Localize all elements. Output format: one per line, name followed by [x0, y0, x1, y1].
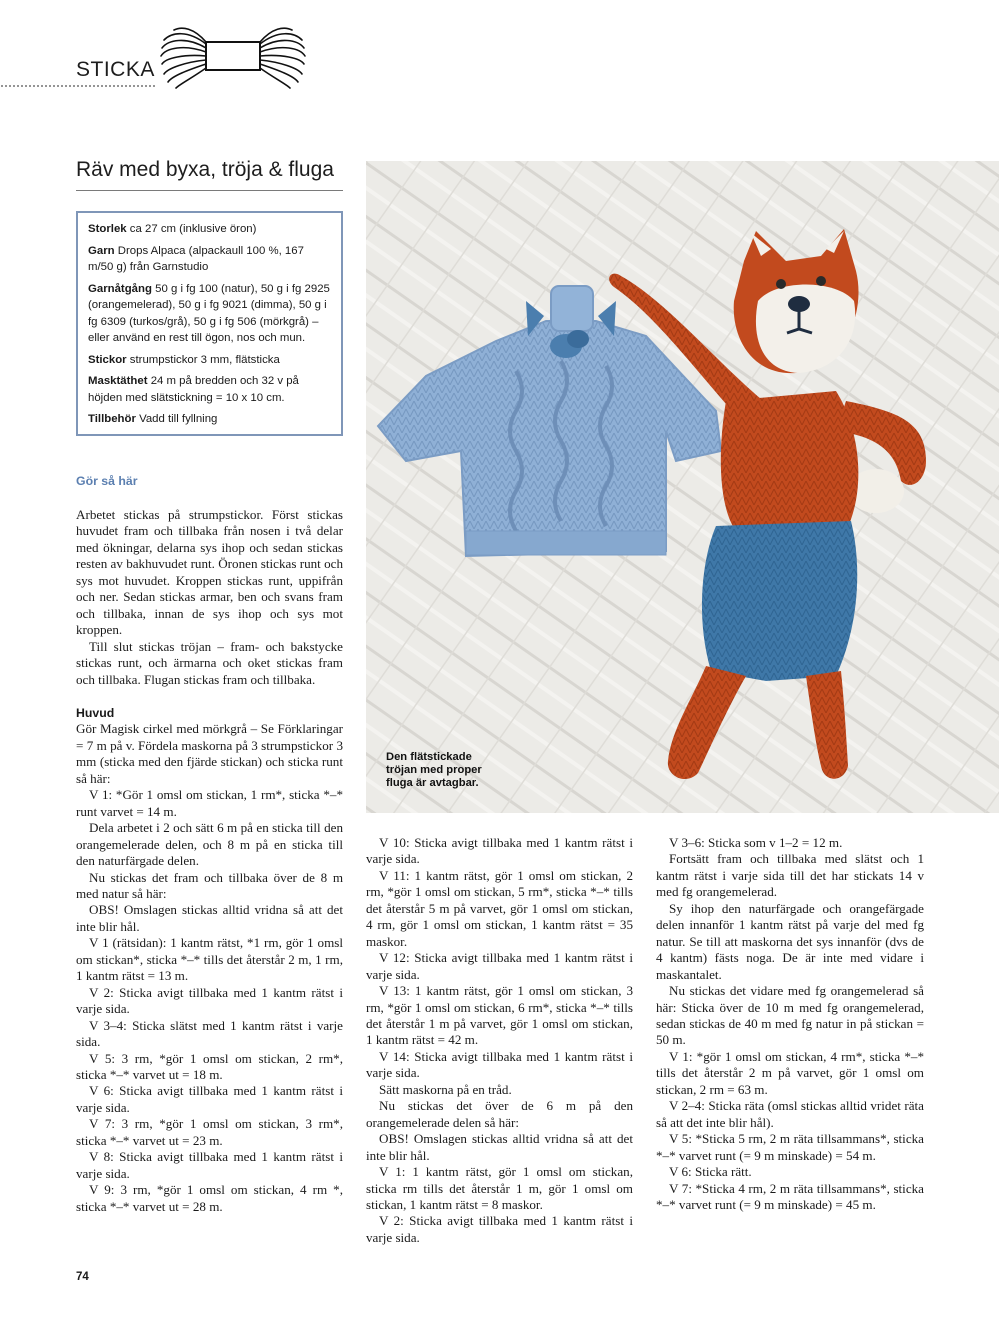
fact-size: Storlek ca 27 cm (inklusive öron) — [88, 223, 257, 235]
photo-illustration — [366, 161, 999, 813]
fact-needles: Stickor strumpstickor 3 mm, flätsticka — [88, 353, 280, 366]
paragraph: V 3–6: Sticka som v 1–2 = 12 m. — [669, 835, 843, 850]
paragraph: V 7: 3 rm, *gör 1 omsl om stickan, 3 rm*, sticka *–* varvet ut = 23 m. — [76, 1116, 343, 1148]
paragraph: V 8: Sticka avigt tillbaka med 1 kantm rätst i varje sida. — [76, 1149, 343, 1181]
fact-yarn-amount: Garnåtgång 50 g i fg 100 (natur), 50 g i fg 2925 (orangemelerad), 50 g i fg 9021 (dimma), 50 g i fg 6309 (turkos/grå), 50 g i fg 506 (mörkgrå) – eller använd en rest till ögon, nos och mun. — [88, 282, 330, 344]
paragraph: V 1 (rätsidan): 1 kantm rätst, *1 rm, gör 1 omsl om stickan*, sticka *–* tills det återstår 2 m, 1 rm, 1 kantm rätst = 13 m. — [76, 935, 343, 984]
paragraph: Arbetet stickas på strumpstickor. Först stickas huvudet fram och tillbaka från nosen i två delar med ökningar, delarna sys ihop och sedan stickas resten av bakhuvudet runt. Öronen stickas runt och sys mot huvudet. Kroppen stickas runt, uppifrån och ner. Sedan stickas armar, ben och svans fram och tillbaka, innan de sys ihop och sys mot kroppen. — [76, 507, 343, 638]
section-label: STICKA — [76, 58, 155, 81]
paragraph: V 5: 3 rm, *gör 1 omsl om stickan, 2 rm*, sticka *–* varvet ut = 18 m. — [76, 1050, 343, 1082]
paragraph: V 3–4: Sticka slätst med 1 kantm rätst i varje sida. — [76, 1017, 343, 1050]
paragraph: Nu stickas det över de 6 m på den orangemelerade delen så här: — [366, 1098, 633, 1130]
text-column-2 — [366, 835, 633, 1246]
paragraph: V 6: Sticka rätt. — [669, 1164, 752, 1180]
title-rule — [76, 190, 343, 191]
paragraph: Nu stickas det vidare med fg orangemelerad så här: Sticka över de 10 m med fg orangemelerad, sedan stickas de 40 m med fg natur in på stickan = 50 m. — [656, 983, 924, 1048]
fact-gauge: Masktäthet 24 m på bredden och 32 v på höjden med slätstickning = 10 x 10 cm. — [88, 375, 299, 404]
paragraph: V 11: 1 kantm rätst, gör 1 omsl om stickan, 2 rm, *gör 1 omsl om stickan, 5 rm*, sticka *–* tills det återstår 5 m på varvet, gör 1 omsl om stickan, 4 rm, gör 1 omsl om stickan, 1 kantm rätst = 35 maskor. — [366, 867, 633, 949]
paragraph: V 1: *Gör 1 omsl om stickan, 1 rm*, sticka *–* runt varvet = 14 m. — [76, 787, 343, 819]
how-to-heading: Gör så här — [76, 474, 138, 488]
paragraph: V 13: 1 kantm rätst, gör 1 omsl om stickan, 3 rm, *gör 1 omsl om stickan, 6 rm*, sticka *–* tills det återstår 1 m på varvet, gör 1 omsl om stickan, 1 kantm rätst = 42 m. — [366, 983, 633, 1048]
yarn-skein-icon — [158, 26, 308, 90]
paragraph: V 12: Sticka avigt tillbaka med 1 kantm rätst i varje sida. — [366, 950, 633, 982]
paragraph: Dela arbetet i 2 och sätt 6 m på en sticka till den orangemelerade delen, och 8 m på en sticka till den naturfärgade delen. — [76, 820, 343, 869]
paragraph: Sy ihop den naturfärgade och orangefärgade delen innanför 1 kantm rätst på varje del med fg natur. Se till att maskorna det sys innanför (dvs de 4 kantm) fästs noga. De är inte med vidare i maskantalet. — [656, 900, 924, 982]
paragraph: Fortsätt fram och tillbaka med slätst och 1 kantm rätst i varje sida till det har stickats 14 v med fg orangemelerad. — [656, 851, 924, 900]
materials-box — [76, 211, 343, 436]
photo-caption: Den flätstickade tröjan med proper fluga är avtagbar. — [386, 751, 482, 789]
paragraph: Sätt maskorna på en tråd. — [379, 1081, 512, 1097]
text-column-3 — [656, 835, 924, 1213]
header-dotted-rule — [0, 84, 155, 88]
text-column-1 — [76, 507, 343, 1215]
paragraph: Nu stickas det fram och tillbaka över de 8 m med natur så här: — [76, 869, 343, 901]
fact-accessories: Tillbehör Vadd till fyllning — [88, 413, 218, 425]
paragraph: Gör Magisk cirkel med mörkgrå – Se Förklaringar = 7 m på v. Fördela maskorna på 3 strumpstickor 3 mm (sticka med den fjärde stickan) och sticka runt så här: — [76, 721, 343, 786]
paragraph: V 2: Sticka avigt tillbaka med 1 kantm rätst i varje sida. — [366, 1213, 633, 1245]
paragraph: V 10: Sticka avigt tillbaka med 1 kantm rätst i varje sida. — [366, 835, 633, 867]
fact-yarn: Garn Drops Alpaca (alpackaull 100 %, 167 m/50 g) från Garnstudio — [88, 244, 304, 273]
paragraph: V 7: *Sticka 4 rm, 2 m räta tillsammans*, sticka *–* varvet runt (= 9 m minskade) = 45 m. — [656, 1180, 924, 1212]
paragraph: V 9: 3 rm, *gör 1 omsl om stickan, 4 rm *, sticka *–* varvet ut = 28 m. — [76, 1182, 343, 1214]
paragraph: Till slut stickas tröjan – fram- och bakstycke stickas runt, och ärmarna och oket stickas fram och tillbaka. Flugan stickas fram och tillbaka. — [76, 638, 343, 687]
paragraph: V 2: Sticka avigt tillbaka med 1 kantm rätst i varje sida. — [76, 984, 343, 1017]
paragraph: OBS! Omslagen stickas alltid vridna så att det inte blir hål. — [76, 902, 343, 934]
paragraph: V 6: Sticka avigt tillbaka med 1 kantm rätst i varje sida. — [76, 1083, 343, 1115]
paragraph: V 1: 1 kantm rätst, gör 1 omsl om stickan, sticka rm tills det återstår 1 m, gör 1 omsl om stickan, 1 kantm rätst = 8 maskor. — [366, 1164, 633, 1212]
head-section-heading: Huvud — [76, 705, 115, 720]
page-number: 74 — [76, 1271, 89, 1283]
knitted-fox-photo — [366, 161, 999, 813]
paragraph: V 14: Sticka avigt tillbaka med 1 kantm rätst i varje sida. — [366, 1048, 633, 1081]
paragraph: V 5: *Sticka 5 rm, 2 m räta tillsammans*, sticka *–* varvet runt (= 9 m minskade) = 54 m. — [656, 1131, 924, 1163]
paragraph: V 1: *gör 1 omsl om stickan, 4 rm*, sticka *–* tills det återstår 2 m på varvet, gör 1 omsl om stickan, 2 rm = 63 m. — [656, 1048, 924, 1097]
paragraph: V 2–4: Sticka räta (omsl stickas alltid vridet räta så att det inte blir hål). — [656, 1098, 924, 1130]
paragraph: OBS! Omslagen stickas alltid vridna så att det inte blir hål. — [366, 1131, 633, 1163]
page-title: Räv med byxa, tröja & fluga — [76, 158, 334, 181]
